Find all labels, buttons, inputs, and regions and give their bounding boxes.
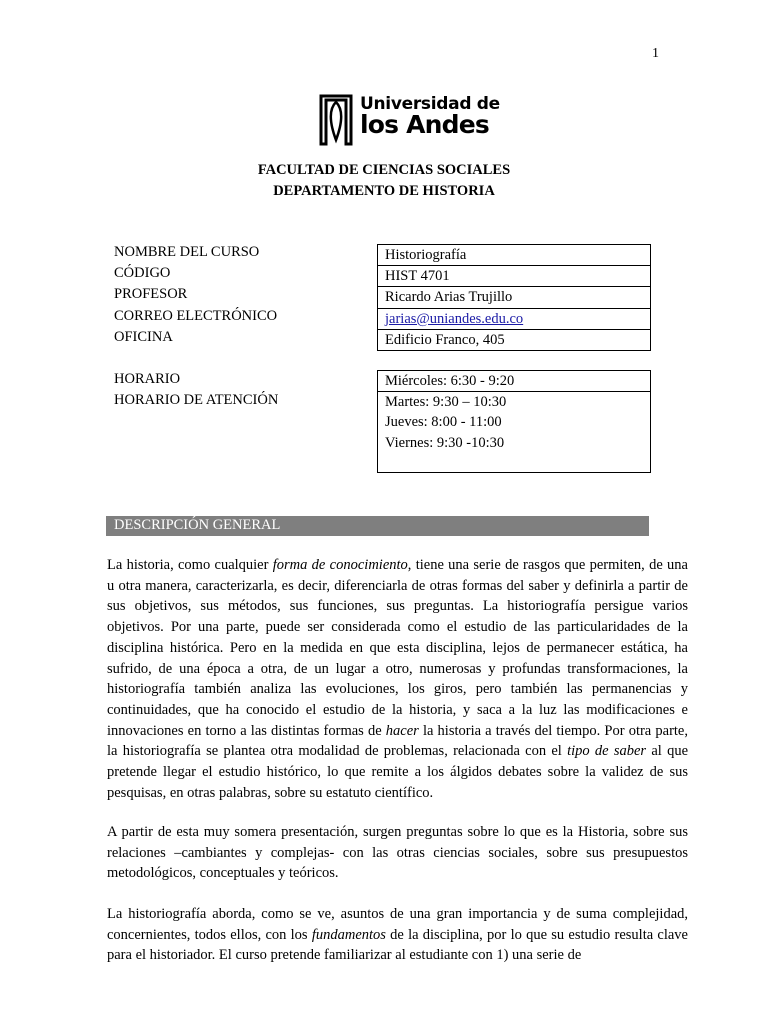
university-logo [316, 94, 500, 146]
description-paragraph-1 [107, 555, 688, 803]
label-schedule: HORARIO [114, 371, 181, 387]
course-info-labels [114, 242, 277, 348]
email-link[interactable]: jarias@uniandes.edu.co [385, 310, 524, 327]
p3-text: La historiografía aborda, como se ve, asuntos de una gran importancia y de suma complejidad, concernientes, todos ellos, con los [107, 906, 688, 943]
office-hours-line: Martes: 9:30 – 10:30 [385, 394, 507, 411]
label-professor: PROFESOR [114, 286, 188, 303]
p1-italic-text: forma de conocimiento [272, 557, 408, 573]
email-cell [378, 309, 650, 330]
page-number: 1 [652, 46, 659, 61]
p1-italic-text: hacer [385, 722, 419, 739]
department-heading: DEPARTAMENTO DE HISTORIA [273, 183, 495, 199]
p1-text: al que pretende llegar el estudio histórico, lo que remite a los álgidos debates sobre la validez de sus pesquisas, en otras palabras, sobre su estatuto científico. [107, 743, 689, 801]
p1-text: , tiene una serie de rasgos que permiten, de una u otra manera, caracterizarla, es decir, diferenciarla de otras formas del saber y definirla a partir de sus objetivos, sus métodos, sus funciones, sus preguntas. La historiografía persigue varios objetivos. Por una parte, puede ser considerada como el estudio de las particularidades de la disciplina histórica. Pero en la medida en que esta disciplina, lejos de permanecer estática, ha sufrido, de una época a otra, de un lugar a otro, numerosas y profundas transformaciones, la historiografía también analiza las evoluciones, los giros, pero también las permanencias y continuidades, que ha conocido el estudio de la historia, y saca a la luz las modificaciones e innovaciones en torno a las distintas formas de [107, 557, 688, 739]
p1-text: La historia, como cualquier [107, 557, 273, 573]
p3-text: de la disciplina, por lo que su estudio resulta clave para el historiador. El curso pretende familiarizar al estudiante con 1) una serie de [107, 926, 688, 964]
logo-text-line2: los Andes [360, 110, 490, 139]
label-email: CORREO ELECTRÓNICO [114, 307, 278, 324]
logo-text-line1: Universidad de [360, 94, 500, 114]
p1-text: la historia a través del tiempo. Por otra parte, la historiografía se plantea otra modalidad de problemas, relacionada con el [107, 722, 688, 760]
schedule-labels [114, 369, 278, 411]
description-paragraph-3 [107, 904, 688, 966]
faculty-heading: FACULTAD DE CIENCIAS SOCIALES [257, 162, 511, 178]
label-office: OFICINA [114, 328, 173, 345]
professor-value: Ricardo Arias Trujillo [378, 287, 650, 308]
office-value: Edificio Franco, 405 [385, 331, 505, 348]
class-time-value: Miércoles: 6:30 - 9:20 [378, 371, 650, 392]
section-title-bar: DESCRIPCIÓN GENERAL [106, 516, 649, 536]
office-hours-line: Viernes: 9:30 -10:30 [385, 434, 505, 451]
course-code-value: HIST 4701 [378, 266, 650, 287]
course-name-value: Historiografía [378, 245, 650, 266]
university-crest-icon [316, 94, 356, 146]
office-hours-cell [378, 392, 650, 472]
label-office-hours: HORARIO DE ATENCIÓN [114, 392, 279, 409]
office-hours-line: Jueves: 8:00 - 11:00 [385, 414, 502, 431]
label-course-name: NOMBRE DEL CURSO [114, 244, 260, 260]
p1-italic-text: tipo de saber [567, 743, 647, 760]
description-paragraph-2: A partir de esta muy somera presentación, surgen preguntas sobre lo que es la Historia, sobre sus relaciones –cambiantes y complejas- con las otras ciencias sociales, sobre sus presupuestos metodológicos, conceptuales y teóricos. [107, 824, 688, 882]
label-code: CÓDIGO [114, 265, 171, 282]
schedule-table [377, 370, 651, 473]
course-info-table [377, 244, 651, 351]
p3-italic-text: fundamentos [311, 926, 386, 943]
